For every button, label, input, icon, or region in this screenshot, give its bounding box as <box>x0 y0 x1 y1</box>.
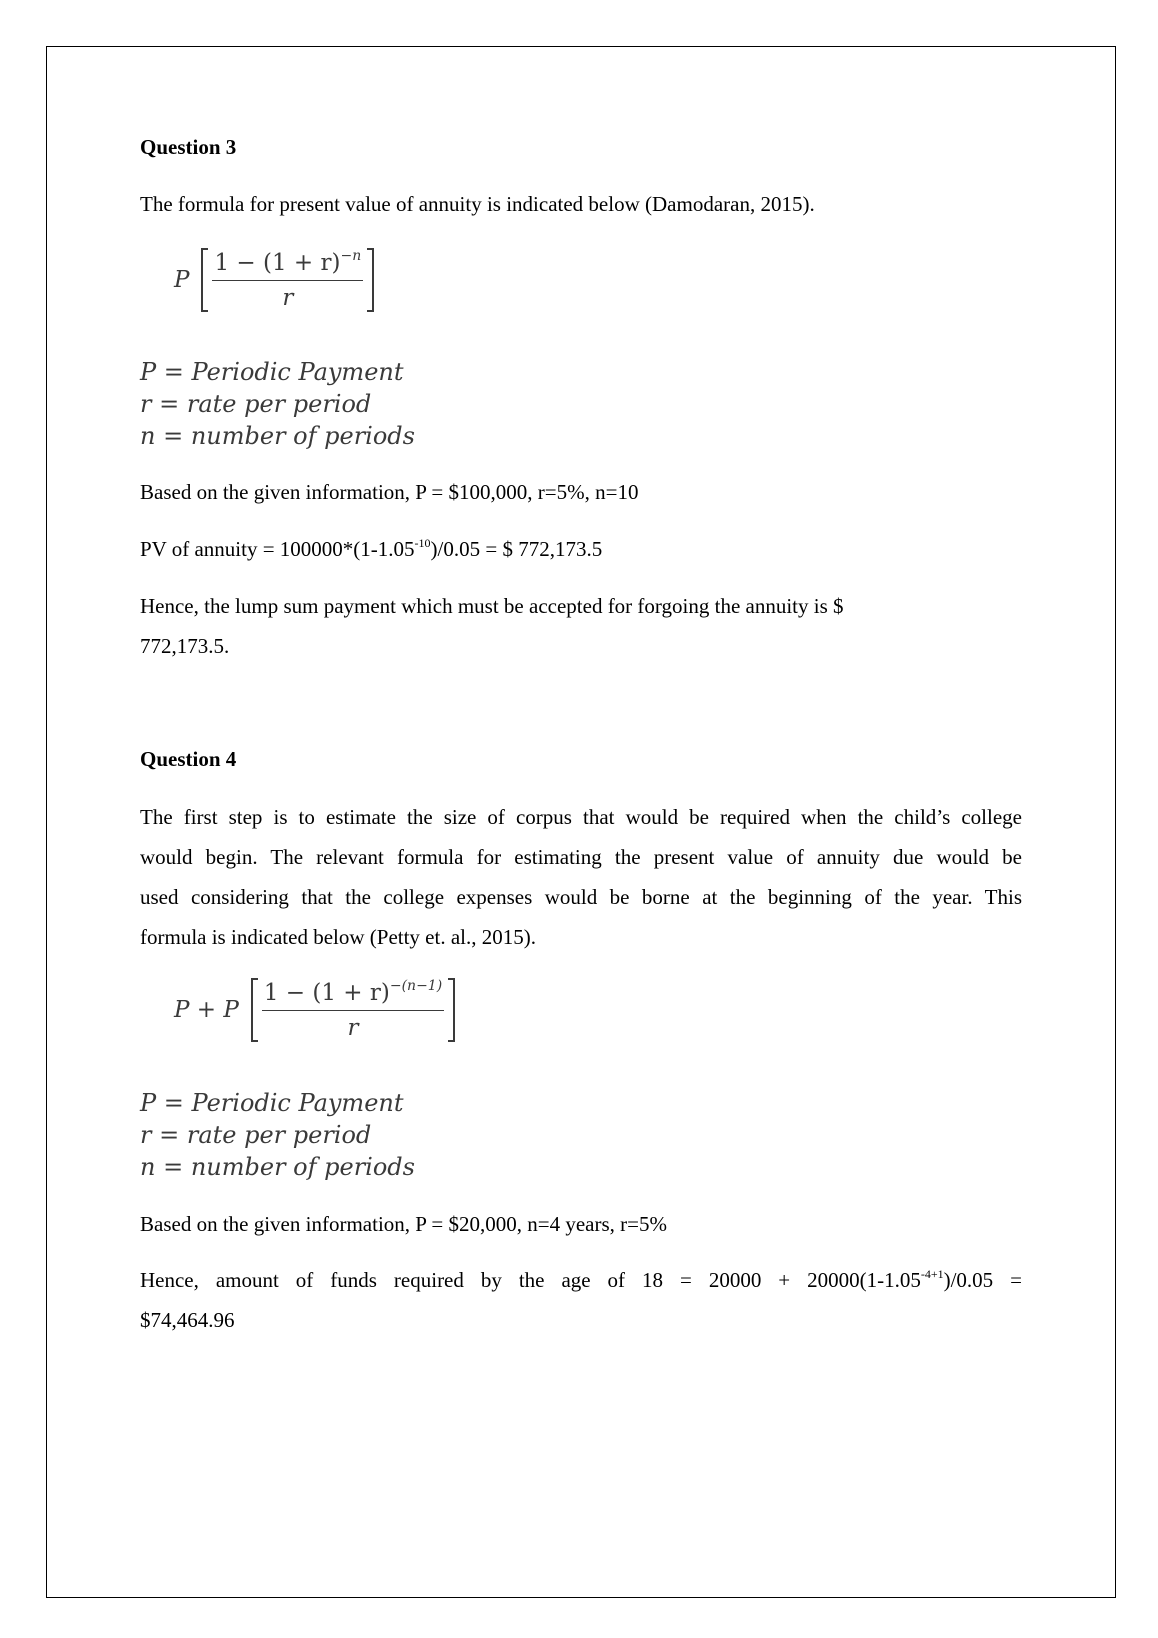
paragraph-line: would begin. The relevant formula for estimating the present value of annuity due would be <box>140 845 1022 869</box>
definition-p: P = Periodic Payment <box>140 1089 404 1117</box>
definition-n: n = number of periods <box>140 422 415 450</box>
formula-lead: P + P <box>174 997 239 1023</box>
annuity-pv-formula <box>174 245 374 315</box>
formula-numerator: $1 - (1 + r)^{-n}$ <box>212 250 363 281</box>
question-4-given: Based on the given information, P = $20,000, n=4 years, r=5% <box>140 1212 667 1236</box>
definition-r: r = rate per period <box>140 1121 372 1149</box>
question-4-heading: Question 4 <box>140 747 237 771</box>
annuity-due-formula <box>174 975 455 1045</box>
formula-denominator: r <box>282 284 294 311</box>
formula-left-bracket <box>201 248 208 312</box>
formula-fraction <box>208 247 367 311</box>
definition-r: r = rate per period <box>140 390 372 418</box>
formula-left-bracket <box>251 978 258 1042</box>
formula-denominator: r <box>347 1014 359 1041</box>
question-3-conclusion: Hence, the lump sum payment which must be accepted for forgoing the annuity is $ 772,173.5. <box>140 594 844 658</box>
formula-right-bracket <box>367 248 374 312</box>
formula-fraction <box>258 977 448 1041</box>
definition-p: P = Periodic Payment <box>140 358 404 386</box>
question-3-variable-definitions <box>140 356 415 452</box>
question-4-result <box>140 1260 1022 1340</box>
paragraph-line: used considering that the college expenses would be borne at the beginning of the year. This <box>140 885 1022 909</box>
formula-numerator: $1 - (1 + r)^{-(n-1)}$ <box>262 980 444 1011</box>
definition-n: n = number of periods <box>140 1153 415 1181</box>
result-line-1: Hence, amount of funds required by the age of $18 = 20000 + 20000(1-1.05^{-4+1})/0.05$ = <box>140 1267 1023 1292</box>
question-4-paragraph <box>140 797 1022 957</box>
question-3-intro: The formula for present value of annuity is indicated below (Damodaran, 2015). <box>140 192 815 216</box>
formula-lead: P <box>174 267 190 293</box>
paragraph-line: formula is indicated below (Petty et. al., 2015). <box>140 925 536 949</box>
question-3-heading: Question 3 <box>140 135 237 159</box>
question-3-given: Based on the given information, P = $100,000, r=5%, n=10 <box>140 480 639 504</box>
question-3-pv-calculation: PV of annuity = $100000*(1-1.05^{-10})/0.05$ = $ 772,173.5 <box>140 536 603 561</box>
question-4-variable-definitions <box>140 1087 415 1183</box>
paragraph-line: The first step is to estimate the size of corpus that would be required when the child’s college <box>140 805 1022 829</box>
result-line-2: $74,464.96 <box>140 1308 235 1332</box>
formula-right-bracket <box>448 978 455 1042</box>
